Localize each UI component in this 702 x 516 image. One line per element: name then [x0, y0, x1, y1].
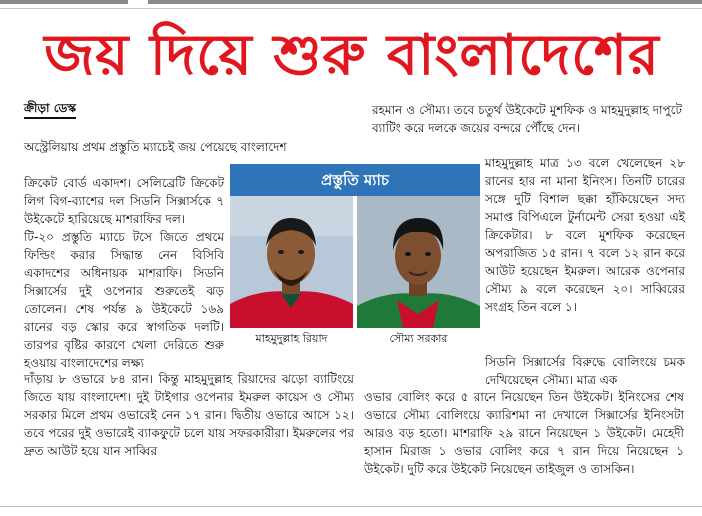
- left-column-wrapped-text: [24, 174, 224, 372]
- bottom-rule: [0, 506, 702, 507]
- top-rule-left: [0, 0, 128, 4]
- top-thin-rule: [0, 8, 702, 9]
- photo-mahmudullah: [230, 196, 353, 328]
- player-portrait-icon: [357, 196, 480, 328]
- photo-box: [230, 164, 480, 360]
- right-column-top-text: রহমান ও সৌম্য। তবে চতুর্থ উইকেটে মুশফিক ও মাহমুদুল্লাহ দাপুটে ব্যাটিং করে দলকে জয়ের বন্দরে পৌঁছে দেন।: [372, 103, 682, 135]
- right-column-bottom-text: ওভার বোলিং করে ৫ রানে নিয়েছেন তিন উইকেট। ইনিংসের শেষ ওভারে সৌম্য বোলিংয়ে ক্যারিশমা না দেখালে সিক্সার্সের ইনিংসটা আরও বড় হতো। মাশরাফি ২৯ রানে নিয়েছেন ১ উইকেট। মেহেদী হাসান মিরাজ ১ ওভার বোলিং করে ৭ রান দিয়ে নিয়েছেন ১ উইকেট। দুটি করে উইকেট নিয়েছেন তাইজুল ও তাসকিন।: [364, 390, 684, 476]
- article-headline: জয় দিয়ে শুরু বাংলাদেশের: [44, 23, 660, 88]
- right-column-bowling-lead: সিডনি সিক্সার্সের বিরুদ্ধে বোলিংয়ে চমক দেখিয়েছেন সৌম্য। মাত্র এক: [485, 355, 685, 387]
- photo-soumya: [357, 196, 480, 328]
- left-column-bottom-text: দাঁড়ায় ৮ ওভারে ৮৪ রান। কিন্তু মাহমুদুল্লাহ রিয়াদের ঝড়ো ব্যাটিংয়ে জিতে যায় বাংলাদেশ। দুই টাইগার ওপেনার ইমরুল কায়েস ও সৌম্য সরকার মিলে প্রথম ওভারেই নেন ১৭ রান। দ্বিতীয় ওভারে আসে ১২। তবে পরের দুই ওভারেই ব্যাকফুটে চলে যায় সফরকারীরা। ইমরুলের পর দ্রুত আউট হয়ে যান সাব্বির: [24, 372, 354, 458]
- paragraph-mahmudullah-innings: মাহমুদুল্লাহ মাত্র ১৩ বলে খেলেছেন ২৮ রানের হার না মানা ইনিংস। তিনটি চারের সঙ্গে দুটি বিশাল ছক্কা হাঁকিয়েছেন সদ্য সমাপ্ত বিপিএলে টুর্নামেন্ট সেরা হওয়া এই ক্রিকেটার। ৮ বলে মুশফিক করেছেন অপরাজিত ১৫ রান। ৭ বলে ১২ রান করে আউট হয়েছেন ইমরুল। আরেক ওপেনার সৌম্য ৯ বলে করেছেন ২০। সাব্বিরের সংগ্রহ তিন বলে ১।: [485, 156, 685, 314]
- player-portrait-icon: [230, 196, 353, 328]
- right-column-middle-text: [485, 154, 685, 316]
- top-rule-right: [148, 0, 702, 4]
- photo-caption-right: সৌম্য সরকার: [389, 332, 448, 345]
- top-rule-bar: [0, 0, 702, 10]
- paragraph-result: ক্রিকেট বোর্ড একাদশ। সেলিব্রেটি ক্রিকেট লিগ বিগ-ব্যাশের দল সিডনি সিক্সার্সকে ৭ উইকেটে হারিয়েছে মাশরাফির দল।: [24, 176, 224, 226]
- photo-box-title: প্রস্তুতি ম্যাচ: [230, 164, 480, 196]
- lead-paragraph: অস্ট্রেলিয়ায় প্রথম প্রস্তুতি ম্যাচেই জয় পেয়েছে বাংলাদেশ: [24, 140, 287, 154]
- paragraph-innings: টি-২০ প্রস্তুতি ম্যাচে টসে জিতে প্রথমে ফিল্ডিং করার সিদ্ধান্ত নেন বিসিবি একাদশের অধিনায়ক মাশরাফি। সিডনি সিক্সার্সের দুই ওপেনার শুরুতেই ঝড় তোলেন। শেষ পর্যন্ত ৯ উইকেটে ১৬৯ রানের বড় স্কোর করে স্বাগতিক দলটি। তারপর বৃষ্টির কারণে খেলা দেরিতে শুরু হওয়ায় বাংলাদেশের লক্ষ্য: [24, 230, 224, 370]
- photo-caption-left: মাহমুদুল্লাহ রিয়াদ: [255, 332, 328, 345]
- byline: ক্রীড়া ডেস্ক: [24, 100, 76, 119]
